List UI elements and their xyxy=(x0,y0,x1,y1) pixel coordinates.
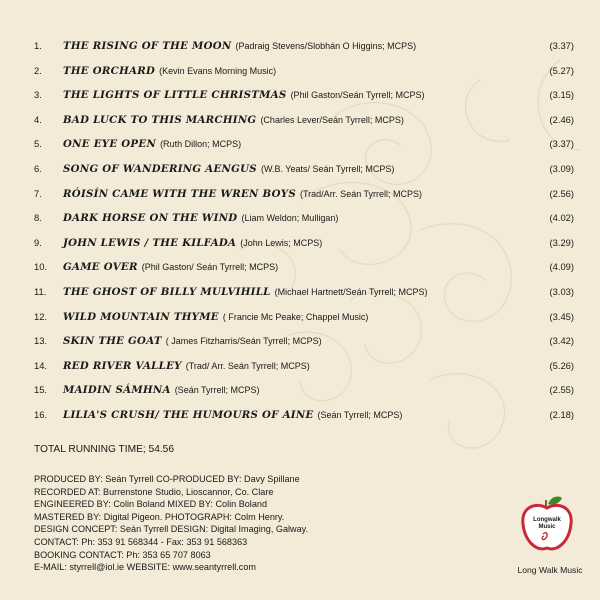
track-row xyxy=(34,378,574,403)
credit-mastered: MASTERED BY: Digital Pigeon. PHOTOGRAPH: Colm Henry. xyxy=(34,511,285,522)
track-title xyxy=(63,305,368,330)
track-credit: (Charles Lever/Seán Tyrrell; MCPS) xyxy=(260,114,404,125)
track-number: 6. xyxy=(34,162,42,174)
track-credit: (Ruth Dillon; MCPS) xyxy=(160,139,242,150)
track-credit: (Trad/ Arr. Seán Tyrrell; MCPS) xyxy=(185,360,310,371)
track-title xyxy=(63,59,276,84)
track-duration: (4.09) xyxy=(549,261,574,273)
track-title-text: SONG OF WANDERING AENGUS xyxy=(63,162,257,175)
track-duration: (4.02) xyxy=(549,212,574,224)
logo-line2: Music xyxy=(538,524,556,530)
track-title-text: SKIN THE GOAT xyxy=(63,335,162,348)
track-duration: (3.29) xyxy=(549,236,574,248)
track-title xyxy=(63,182,422,207)
track-title xyxy=(63,329,322,354)
track-number: 1. xyxy=(34,40,42,51)
track-title-text: DARK HORSE ON THE WIND xyxy=(63,212,238,225)
track-row xyxy=(34,206,574,231)
track-row xyxy=(34,157,574,182)
track-title-text: THE ORCHARD xyxy=(63,64,156,77)
track-title-text: MAIDIN SÁMHNA xyxy=(63,384,171,397)
track-credit: (Trad/Arr. Seán Tyrrell; MCPS) xyxy=(300,188,423,199)
track-duration: (3.45) xyxy=(549,310,574,322)
track-number: 7. xyxy=(34,187,42,199)
track-title xyxy=(63,157,394,182)
track-credit: (Seán Tyrrell; MCPS) xyxy=(317,409,403,420)
credit-email: E-MAIL: styrrell@iol.ie WEBSITE: www.seantyrrell.com xyxy=(34,562,256,573)
track-number: 3. xyxy=(34,89,42,101)
track-title-text: THE RISING OF THE MOON xyxy=(63,40,232,52)
track-title-text: GAME OVER xyxy=(63,261,138,274)
track-credit: (John Lewis; MCPS) xyxy=(240,237,323,248)
track-title-text: RÓISÍN CAME WITH THE WREN BOYS xyxy=(63,187,297,200)
logo-label: Long Walk Music xyxy=(517,565,583,575)
track-title xyxy=(63,132,241,157)
track-number: 8. xyxy=(34,212,42,224)
track-row xyxy=(34,59,574,84)
track-credit: (Padraig Stevens/Slobhán O Higgins; MCPS) xyxy=(235,41,417,51)
track-duration: (3.37) xyxy=(549,40,574,51)
track-title xyxy=(63,108,404,133)
track-title-text: RED RIVER VALLEY xyxy=(63,359,182,372)
track-credit: (Phil Gaston/Seán Tyrrell; MCPS) xyxy=(290,90,425,101)
track-credit: (Michael Hartnett/Seán Tyrrell; MCPS) xyxy=(274,286,428,297)
track-row xyxy=(34,403,574,428)
track-title-text: THE LIGHTS OF LITTLE CHRISTMAS xyxy=(63,89,287,102)
total-running-time: TOTAL RUNNING TIME; 54.56 xyxy=(34,444,175,455)
track-row xyxy=(34,132,574,157)
track-duration: (3.09) xyxy=(549,162,574,174)
track-title xyxy=(63,378,260,403)
credit-produced: PRODUCED BY: Seán Tyrrell CO-PRODUCED BY: Davy Spillane xyxy=(34,474,300,484)
track-row xyxy=(34,83,574,108)
track-duration: (2.56) xyxy=(549,187,574,199)
track-credit: ( Francie Mc Peake; Chappel Music) xyxy=(222,311,369,322)
track-row xyxy=(34,329,574,354)
track-number: 12. xyxy=(34,310,48,322)
track-number: 13. xyxy=(34,335,48,347)
track-list xyxy=(34,34,574,428)
track-number: 9. xyxy=(34,236,42,248)
track-row xyxy=(34,34,574,59)
track-number: 10. xyxy=(34,261,48,273)
credit-engineered: ENGINEERED BY: Colin Boland MIXED BY: Colin Boland xyxy=(34,499,268,510)
track-number: 15. xyxy=(34,384,48,396)
track-number: 2. xyxy=(34,64,42,76)
track-row xyxy=(34,255,574,280)
credit-design: DESIGN CONCEPT: Seán Tyrrell DESIGN: Digital Imaging, Galway. xyxy=(34,524,309,535)
track-title-text: BAD LUCK TO THIS MARCHING xyxy=(63,113,257,126)
track-credit: (W.B. Yeats/ Seán Tyrrell; MCPS) xyxy=(260,163,395,174)
credit-recorded: RECORDED AT: Burrenstone Studio, Lioscannor, Co. Clare xyxy=(34,486,274,497)
track-title xyxy=(63,206,338,231)
track-number: 11. xyxy=(34,285,47,297)
track-row xyxy=(34,305,574,330)
track-duration: (2.18) xyxy=(549,408,574,420)
track-credit: ( James Fitzharris/Seán Tyrrell; MCPS) xyxy=(165,336,322,347)
track-title xyxy=(63,255,278,280)
track-title xyxy=(63,34,416,59)
logo-line1: Longwalk xyxy=(533,517,561,523)
track-title xyxy=(63,354,310,379)
track-number: 14. xyxy=(34,359,48,371)
track-duration: (2.55) xyxy=(549,384,574,396)
track-row xyxy=(34,280,574,305)
credits-block xyxy=(34,473,474,574)
longwalk-music-apple-logo xyxy=(515,492,579,556)
track-title-text: THE GHOST OF BILLY MULVIHILL xyxy=(63,285,271,298)
track-credit: (Phil Gaston/ Seán Tyrrell; MCPS) xyxy=(141,262,279,273)
track-title xyxy=(63,403,402,428)
track-title xyxy=(63,231,322,256)
track-row xyxy=(34,354,574,379)
track-row xyxy=(34,108,574,133)
track-duration: (3.42) xyxy=(549,335,574,347)
track-number: 16. xyxy=(34,408,48,420)
credit-booking: BOOKING CONTACT: Ph: 353 65 707 8063 xyxy=(34,549,211,560)
track-credit: (Liam Weldon; Mulligan) xyxy=(241,213,339,224)
track-duration: (3.37) xyxy=(549,138,574,150)
track-row xyxy=(34,182,574,207)
track-title xyxy=(63,83,424,108)
track-title-text: ONE EYE OPEN xyxy=(63,138,157,151)
track-number: 4. xyxy=(34,113,42,125)
track-duration: (3.15) xyxy=(549,89,574,101)
credit-contact: CONTACT: Ph: 353 91 568344 - Fax: 353 91 568363 xyxy=(34,536,248,547)
track-title-text: WILD MOUNTAIN THYME xyxy=(63,310,219,323)
track-credit: (Kevin Evans Morning Music) xyxy=(159,65,277,76)
track-duration: (3.03) xyxy=(549,285,574,297)
track-title-text: JOHN LEWIS / THE KILFADA xyxy=(63,236,237,249)
track-title-text: LILIA'S CRUSH/ THE HUMOURS OF AINE xyxy=(63,408,314,421)
track-title xyxy=(63,280,428,305)
track-number: 5. xyxy=(34,138,42,150)
track-duration: (5.27) xyxy=(549,64,574,76)
track-duration: (5.26) xyxy=(549,359,574,371)
track-duration: (2.46) xyxy=(549,113,574,125)
track-credit: (Seán Tyrrell; MCPS) xyxy=(174,385,260,396)
track-row xyxy=(34,231,574,256)
